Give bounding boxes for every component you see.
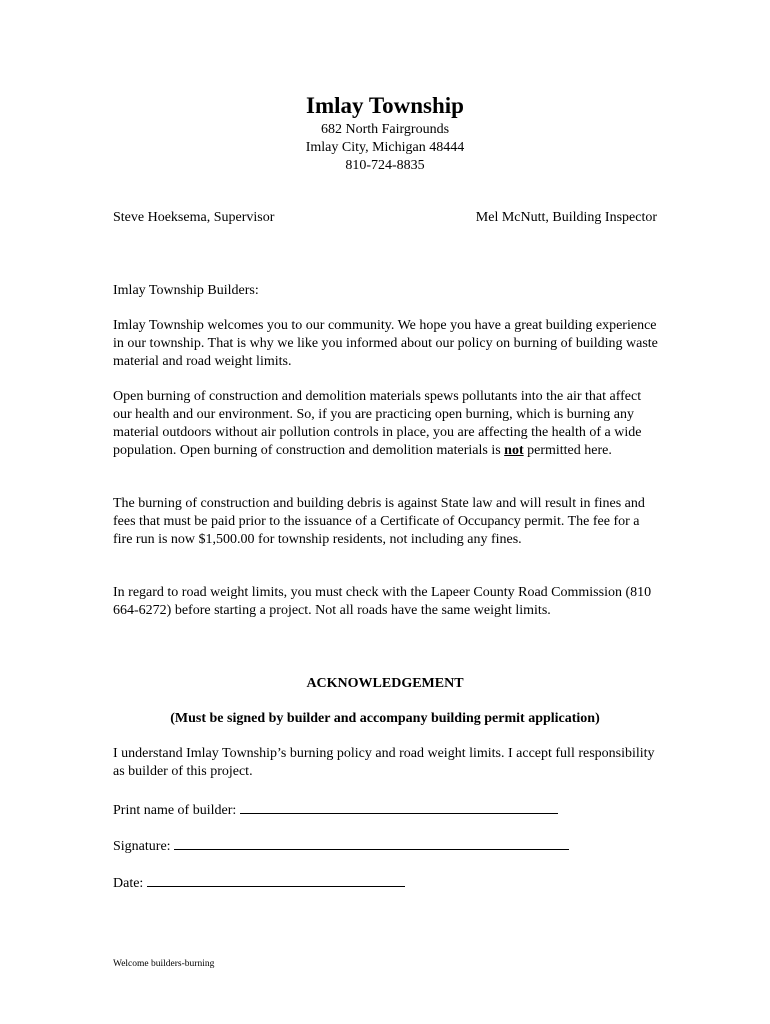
date-field[interactable] [113, 872, 405, 893]
paragraph-open-burning [113, 388, 661, 460]
paragraph-open-burning-text: Open burning of construction and demolition materials spews pollutants into the air that affect our health and our environment. So, if you are practicing open burning, which is burning any material outdoors without air pollution controls in place, you are affecting the health of a wide population. Open burning of construction and demolition materials is [113, 389, 642, 458]
supervisor-name: Steve Hoeksema, Supervisor [113, 210, 275, 225]
date-line[interactable] [147, 872, 405, 887]
paragraph-open-burning-end: permitted here. [523, 443, 612, 458]
address-city: Imlay City, Michigan 48444 [305, 140, 465, 155]
acknowledgement-heading: ACKNOWLEDGEMENT [306, 676, 464, 691]
paragraph-state-law: The burning of construction and building debris is against State law and will result in fines and fees that must be paid prior to the issuance of a Certificate of Occupancy permit. The fee for a fire run is now $1,500.00 for township residents, not including any fines. [113, 496, 645, 547]
signature-line[interactable] [174, 835, 569, 850]
emphasis-not: not [504, 443, 524, 458]
phone-number: 810-724-8835 [345, 158, 425, 173]
print-name-line[interactable] [240, 799, 558, 814]
print-name-label: Print name of builder: [113, 803, 237, 818]
acknowledgement-statement: I understand Imlay Township’s burning policy and road weight limits. I accept full responsibility as builder of this project. [113, 746, 655, 779]
print-name-field[interactable] [113, 799, 558, 820]
salutation: Imlay Township Builders: [113, 283, 259, 298]
date-label: Date: [113, 876, 144, 891]
footer-text: Welcome builders-burning [113, 959, 215, 969]
inspector-name: Mel McNutt, Building Inspector [475, 210, 657, 225]
paragraph-road-weight: In regard to road weight limits, you must check with the Lapeer County Road Commission (810 664-6272) before starting a project. Not all roads have the same weight limits. [113, 585, 652, 618]
signature-field[interactable] [113, 835, 569, 856]
address-block [0, 121, 770, 175]
signature-label: Signature: [113, 839, 171, 854]
address-street: 682 North Fairgrounds [320, 122, 450, 137]
township-title: Imlay Township [306, 93, 464, 118]
paragraph-welcome: Imlay Township welcomes you to our community. We hope you have a great building experience in our township. That is why we like you informed about our policy on burning of building waste material and road weight limits. [113, 318, 658, 369]
acknowledgement-subheading: (Must be signed by builder and accompany building permit application) [170, 711, 600, 726]
